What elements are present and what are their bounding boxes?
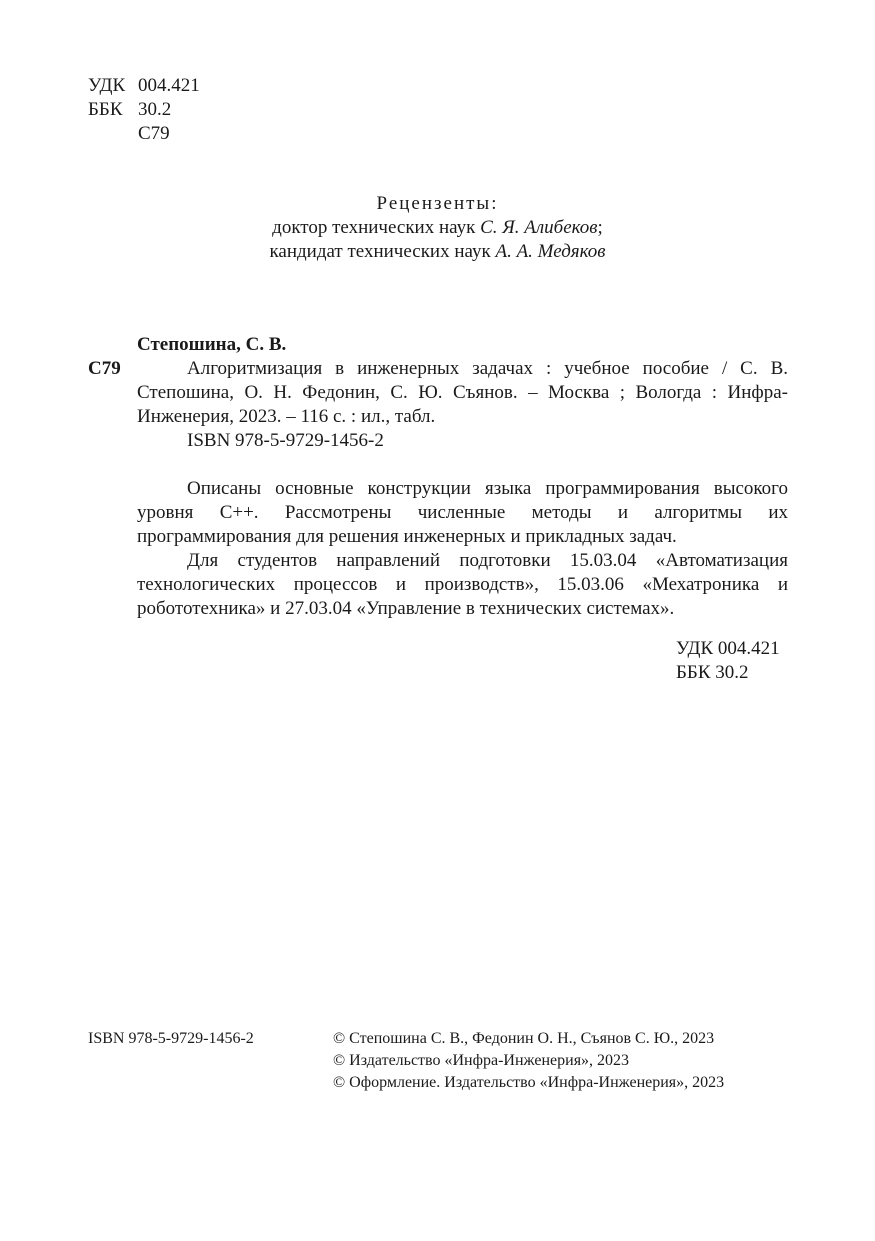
record-code: С79 (88, 358, 121, 379)
reviewers-block (0, 192, 875, 264)
udk-bottom: УДК 004.421 (676, 638, 780, 659)
footer-isbn: ISBN 978-5-9729-1456-2 (88, 1030, 254, 1047)
author-heading: Степошина, С. В. (137, 334, 287, 355)
udk-value: 004.421 (138, 75, 200, 96)
classification-block-top (88, 74, 200, 146)
reviewer-1-degree: доктор технических наук (272, 217, 481, 238)
annotation-paragraph-1: Описаны основные конструкции языка программирования высокого уровня С++. Рассмотрены численные методы и алгоритмы их программирования для решения инженерных и прикладных задач. (137, 478, 788, 547)
annotation (137, 477, 788, 621)
reviewer-1-name: С. Я. Алибеков (480, 217, 598, 238)
annotation-paragraph-2: Для студентов направлений подготовки 15.03.04 «Автоматизация технологических процессов и производств», 15.03.06 «Мехатроника и робототехника» и 27.03.04 «Управление в технических системах». (137, 550, 788, 619)
author-mark-row (88, 122, 200, 146)
udk-label: УДК (88, 75, 126, 96)
reviewer-2-degree: кандидат технических наук (269, 241, 496, 262)
reviewers-title: Рецензенты: (376, 193, 499, 214)
copyright-publisher: © Издательство «Инфра-Инженерия», 2023 (333, 1052, 630, 1069)
classification-block-bottom (676, 637, 780, 685)
bibliographic-record (137, 333, 788, 621)
reviewer-line-2 (0, 240, 875, 264)
bbk-value: 30.2 (138, 99, 172, 120)
bbk-bottom: ББК 30.2 (676, 662, 749, 683)
bbk-label: ББК (88, 99, 123, 120)
reviewer-2-name: А. А. Медяков (495, 241, 606, 262)
udk-row (88, 74, 200, 98)
bbk-row (88, 98, 200, 122)
reviewer-line-1 (0, 216, 875, 240)
bibliographic-description: Алгоритмизация в инженерных задачах : учебное пособие / С. В. Степошина, О. Н. Федонин, С. Ю. Съянов. – Москва ; Вологда : Инфра-Инженерия, 2023. – 116 с. : ил., табл. (137, 358, 788, 427)
copyright-authors: © Степошина С. В., Федонин О. Н., Съянов С. Ю., 2023 (333, 1030, 715, 1047)
copyright-block (333, 1028, 724, 1094)
reviewer-1-suffix: ; (597, 217, 603, 238)
record-isbn: ISBN 978-5-9729-1456-2 (187, 430, 384, 451)
author-mark: С79 (138, 123, 170, 144)
copyright-design: © Оформление. Издательство «Инфра-Инженерия», 2023 (333, 1074, 725, 1091)
